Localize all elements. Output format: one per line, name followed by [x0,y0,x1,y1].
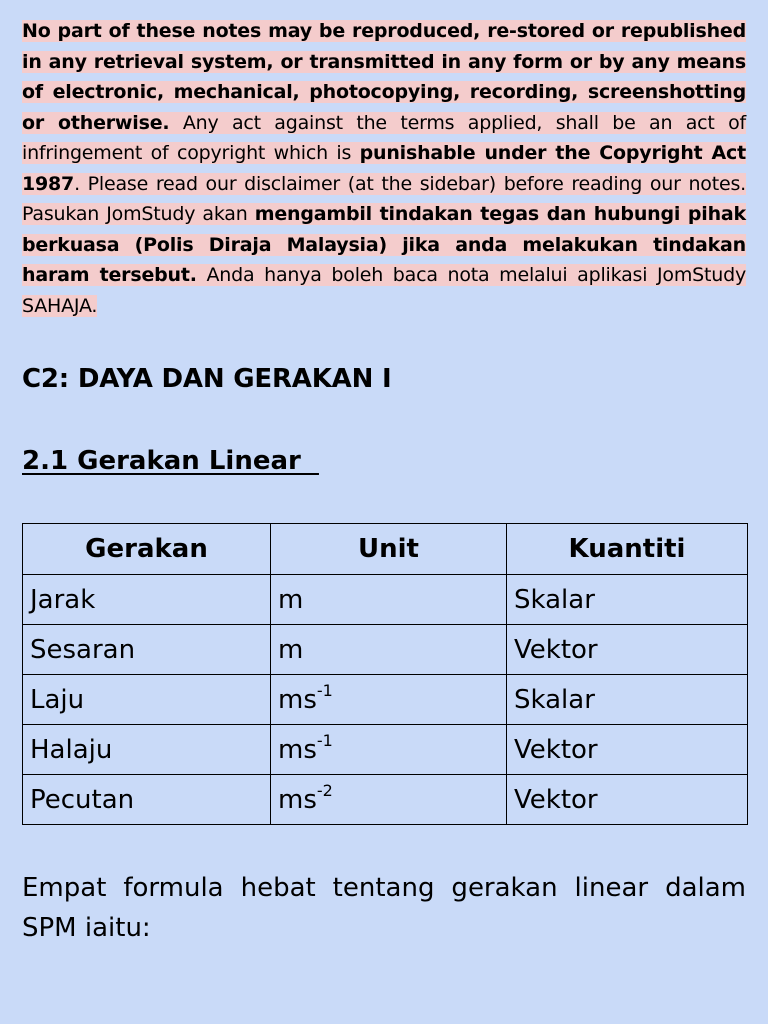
notice-bold-3: mengambil tindakan tegas dan hubungi pihak berkuasa (Polis Diraja Malaysia) jika anda melakukan tindakan haram tersebut. [22,203,746,286]
table-header-row [23,524,748,575]
unit-base: m [278,584,304,615]
table-row [23,775,748,825]
unit-base: m [278,634,304,665]
formula-intro-paragraph: Empat formula hebat tentang gerakan linear dalam SPM iaitu: [22,873,746,943]
cell-kuantiti: Skalar [507,575,748,625]
header-kuantiti: Kuantiti [507,524,748,575]
cell-kuantiti: Vektor [507,775,748,825]
table-row [23,675,748,725]
section-title: 2.1 Gerakan Linear [22,446,319,476]
notice-bold-2: punishable under the Copyright Act 1987 [22,142,746,195]
cell-gerakan: Halaju [23,725,271,775]
header-unit: Unit [271,524,507,575]
chapter-title: C2: DAYA DAN GERAKAN I [22,364,392,394]
cell-unit [271,625,507,675]
header-gerakan: Gerakan [23,524,271,575]
document-page [22,16,746,943]
cell-kuantiti: Vektor [507,625,748,675]
unit-base: ms [278,734,317,765]
cell-unit [271,575,507,625]
table-row [23,625,748,675]
notice-text-2: . Please read our disclaimer (at the sidebar) before reading our notes. Pasukan JomStudy akan [22,172,746,225]
copyright-notice [22,16,746,321]
cell-gerakan: Jarak [23,575,271,625]
cell-gerakan: Laju [23,675,271,725]
unit-exponent: -1 [316,680,333,700]
motion-quantities-table [22,523,748,825]
notice-bold-1: No part of these notes may be reproduced, re-stored or republished in any retrieval system, or transmitted in any form or by any means of electronic, mechanical, photocopying, recording, screenshotting or otherwise. [22,20,746,134]
unit-exponent: -1 [316,730,333,750]
cell-unit [271,775,507,825]
cell-kuantiti: Skalar [507,675,748,725]
cell-unit [271,725,507,775]
unit-exponent: -2 [316,780,333,800]
cell-gerakan: Sesaran [23,625,271,675]
cell-unit [271,675,507,725]
table-row [23,575,748,625]
notice-text-1: Any act against the terms applied, shall be an act of infringement of copyright which is [22,111,746,164]
notice-text-3: Anda hanya boleh baca nota melalui aplikasi JomStudy SAHAJA. [22,264,746,317]
table-row [23,725,748,775]
cell-kuantiti: Vektor [507,725,748,775]
cell-gerakan: Pecutan [23,775,271,825]
unit-base: ms [278,684,317,715]
unit-base: ms [278,784,317,815]
